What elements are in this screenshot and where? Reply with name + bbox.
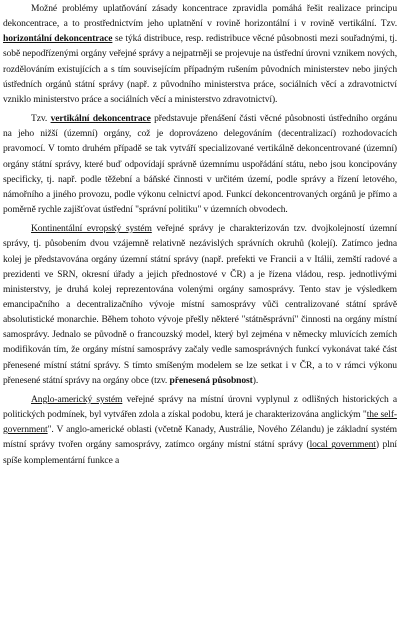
text-segment: ". V anglo-americké oblasti (včetně Kanady, Austrálie, Nového Zélandu) je základní systém místní správy tvořen orgány samosprávy, zatímco orgány místní státní správy ( <box>3 424 397 451</box>
paragraph-anglo-american-system <box>3 392 397 468</box>
term-horizontal-deconcentration: horizontální dekoncentrace <box>3 33 113 45</box>
text-segment: ) plní spíše komplementární funkce a <box>3 439 397 466</box>
document-page <box>3 1 397 468</box>
term-self-government: the self-government <box>3 409 397 436</box>
text-segment: Tzv. <box>31 113 51 125</box>
term-anglo-american-system: Anglo-americký systém <box>31 393 123 405</box>
paragraph-continental-system <box>3 221 397 388</box>
term-vertical-deconcentration: vertikální dekoncentrace <box>50 113 151 125</box>
term-delegated-competence: přenesená působnost <box>169 374 253 386</box>
text-segment: ). <box>252 374 259 386</box>
text-segment: veřejné správy na místní úrovni vyplynul z odlišných historických a politických podmínek, byl vytvářen zdola a získal podobu, která je charakterizována anglickým " <box>3 393 397 421</box>
text-segment: Možné problémy uplatňování zásady koncentrace zpravidla pomáhá řešit realizace principu dekoncentrace, a to prostřednictvím jeho uplatnění v rovině horizontální i v rovině vertikální. Tzv. <box>3 3 397 30</box>
text-segment: veřejné správy je charakterizován tzv. dvojkolejností územní správy, tj. působením dvou vzájemně relativně nezávislých správních okruhů (kolejí). Zatímco jedna kolej je představována orgány územní státní správy (např. prefekti ve Francii a v Itálii, zemští radové a prezidenti ve SRN, okresní úřady a jejich přednostové v ČR) a je řízena vládou, resp. jednotlivými ministerstvy, je druhá kolej reprezentována volenými orgány samosprávy. Tento stav je výsledkem emancipačního a decentralizačního vývoje místní samosprávy vůči centralizované státní správě absolutistické monarchie. Během tohoto vývoje přešly některé "státněsprávní" činnosti na orgány místní samosprávy. Jednalo se původně o francouzský model, který byl zejména v německy mluvících zemích modifikován tím, že orgány místní samosprávy začaly vedle samosprávných funkcí vykonávat také část přenesené místní státní správy. S tímto smíšeným modelem se lze setkat i v ČR, a to v rámci výkonu přenesené státní správy na orgány obce (tzv. <box>3 223 397 386</box>
term-continental-european-system: Kontinentální evropský systém <box>31 223 152 235</box>
term-local-government: local government <box>309 439 376 451</box>
text-segment: se týká distribuce, resp. redistribuce věcné působnosti mezi souřadnými, tj. sobě nepodřízenými orgány veřejné správy a nejpatrněji se projevuje na ústřední úrovni vznikem nových, rozdělováním existujících a s tím souvisejícím případným rušením původních ministerstev nebo jiných ústředních orgánů státní správy (např. z původního ministerstva práce, sociálních věcí a zdravotnictví vzniklo ministerstvo práce a sociálních věcí a ministerstvo zdravotnictví). <box>3 33 397 105</box>
paragraph-dekoncentrace-intro <box>3 1 397 107</box>
text-segment: představuje přenášení části věcné působnosti ústředního orgánu na jeho nižší (územní) orgány, což je doprovázeno delegováním (decentralizací) rozhodovacích pravomocí. V tomto druhém případě se tak vytváří specializované vertikálně dekoncentrované (územní) orgány státní správy, které buď odpovídají správně územnímu uspořádání státu, nebo jsou koncipovány specificky, tj. např. podle těžební a báňské činnosti v určitém území, podle správy a řízení letového, námořního a jiného provozu, podle výkonu celnictví apod. Funkcí dekoncentrovaných orgánů je přímo a poměrně rychle zajišťovat ústřední "správní politiku" v územních obvodech. <box>3 113 397 216</box>
paragraph-vertical-deconcentration <box>3 111 397 217</box>
